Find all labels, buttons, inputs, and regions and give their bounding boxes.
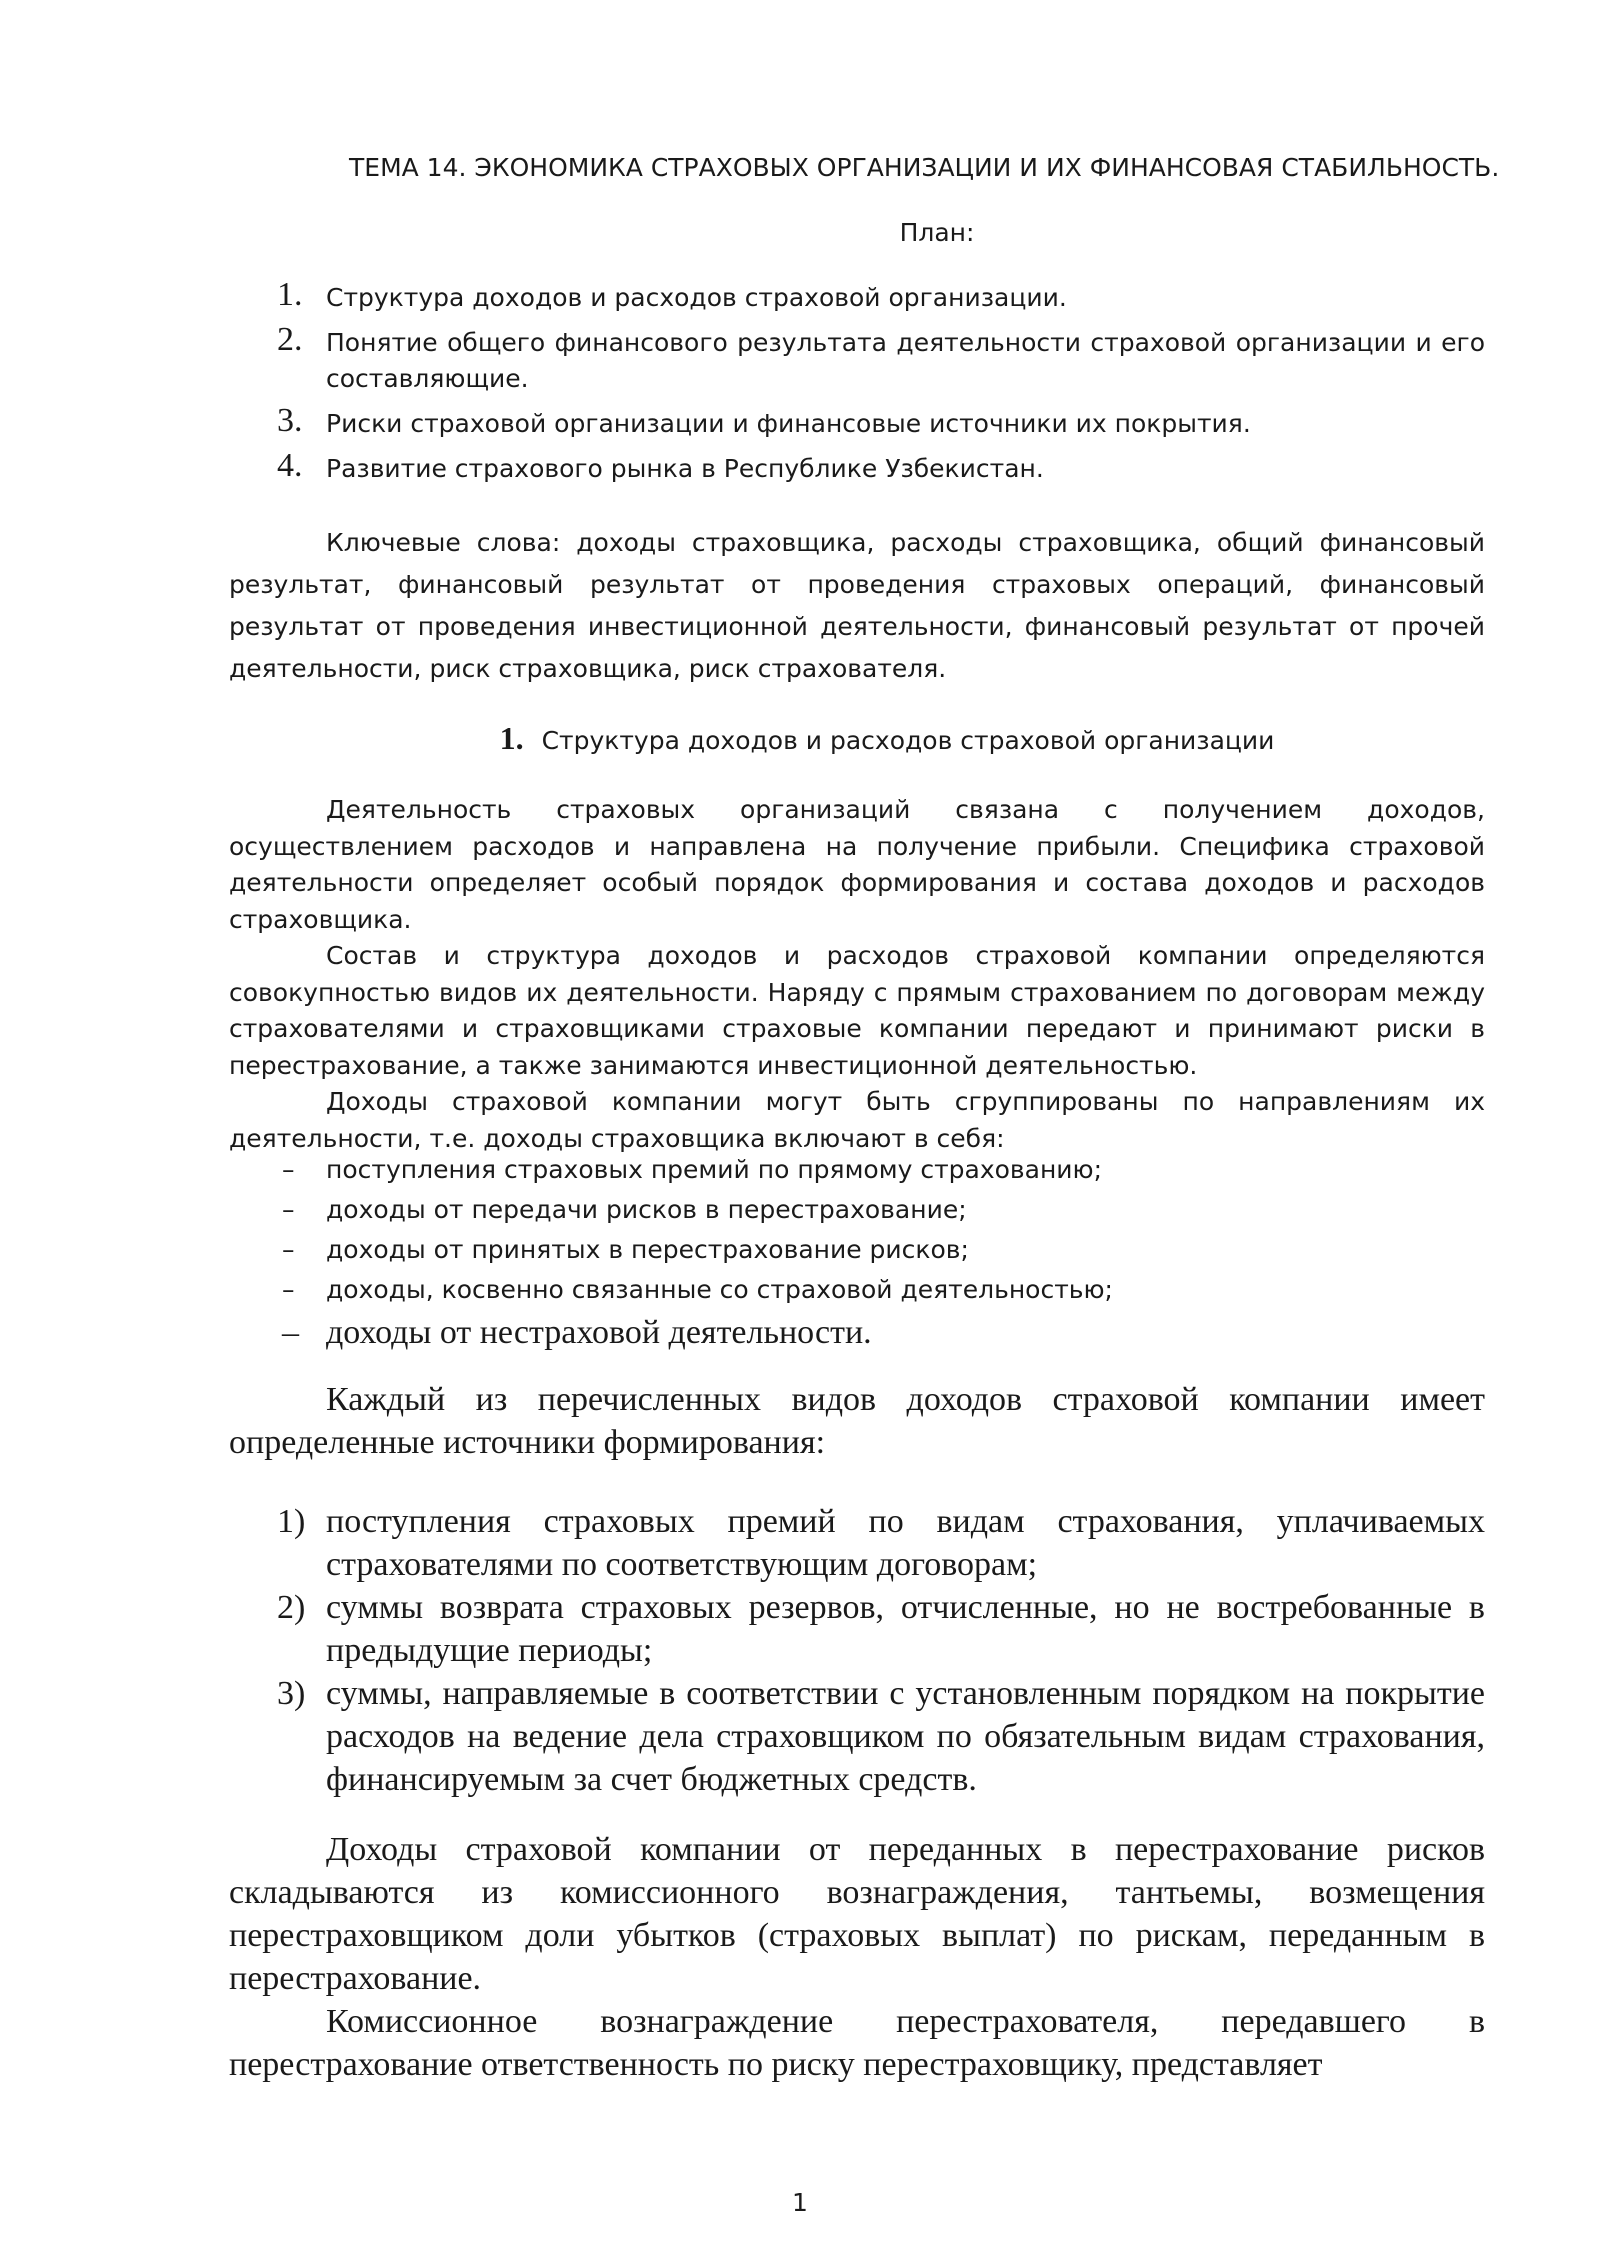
reinsurance-section	[229, 1828, 1485, 2086]
income-list	[229, 1150, 1485, 1356]
list-item-number: 1)	[277, 1503, 306, 1540]
body-paragraph: Доходы страховой компании от переданных в перестрахование рисков складываются из комиссионного вознаграждения, тантьемы, возмещения перестраховщиком доли убытков (страховых выплат) по рискам, переданным в перестрахование.	[229, 1831, 1485, 1997]
section-number: 1.	[499, 720, 524, 756]
plan-item-number: 3.	[277, 402, 303, 439]
list-item-number: 2)	[277, 1589, 306, 1626]
dash-bullet: –	[282, 1195, 295, 1224]
list-item	[229, 1586, 1485, 1672]
dash-bullet: –	[282, 1155, 295, 1184]
plan-list	[229, 276, 1485, 496]
plan-item	[229, 402, 1485, 442]
list-item-text: поступления страховых премий по прямому страхованию;	[326, 1155, 1103, 1184]
list-item-text: доходы от принятых в перестрахование рисков;	[326, 1235, 969, 1264]
list-item-text: доходы, косвенно связанные со страховой деятельностью;	[326, 1275, 1113, 1304]
list-item-text: суммы, направляемые в соответствии с установленным порядком на покрытие расходов на ведение дела страховщиком по обязательным видам страхования, финансируемым за счет бюджетных средств.	[326, 1675, 1485, 1798]
plan-item-text: Понятие общего финансового результата деятельности страховой организации и его составляющие.	[326, 328, 1485, 393]
plan-item-text: Развитие страхового рынка в Республике Узбекистан.	[326, 454, 1044, 483]
body-paragraph: Деятельность страховых организаций связана с получением доходов, осуществлением расходов и направлена на получение прибыли. Специфика страховой деятельности определяет особый порядок формирования и состава доходов и расходов страховщика.	[229, 795, 1485, 934]
plan-item	[229, 321, 1485, 397]
plan-item-text: Риски страховой организации и финансовые источники их покрытия.	[326, 409, 1251, 438]
sources-intro-paragraph: Каждый из перечисленных видов доходов страховой компании имеет определенные источники формирования:	[229, 1381, 1485, 1461]
body-paragraph: Комиссионное вознаграждение перестрахователя, передавшего в перестрахование ответственность по риску перестраховщику, представляет	[229, 2003, 1485, 2083]
list-item	[229, 1500, 1485, 1586]
body-paragraph: Доходы страховой компании могут быть сгруппированы по направлениям их деятельности, т.е. доходы страховщика включают в себя:	[229, 1087, 1485, 1153]
list-item	[229, 1310, 1485, 1356]
list-item	[229, 1230, 1485, 1270]
list-item	[229, 1672, 1485, 1801]
list-item-text: доходы от нестраховой деятельности.	[326, 1314, 872, 1351]
list-item	[229, 1150, 1485, 1190]
plan-item-number: 2.	[277, 321, 303, 358]
plan-item	[229, 276, 1485, 316]
dash-bullet: –	[282, 1314, 299, 1351]
list-item-text: поступления страховых премий по видам страхования, уплачиваемых страхователями по соответствующим договорам;	[326, 1503, 1485, 1583]
section-heading	[229, 720, 1485, 757]
list-item-text: суммы возврата страховых резервов, отчисленные, но не востребованные в предыдущие периоды;	[326, 1589, 1485, 1669]
dash-bullet: –	[282, 1275, 295, 1304]
list-item-text: доходы от передачи рисков в перестрахование;	[326, 1195, 967, 1224]
list-item	[229, 1190, 1485, 1230]
plan-item	[229, 447, 1485, 487]
body-paragraph: Состав и структура доходов и расходов страховой компании определяются совокупностью видов их деятельности. Наряду с прямым страхованием по договорам между страхователями и страховщиками страховые компании передают и принимают риски в перестрахование, а также занимаются инвестиционной деятельностью.	[229, 941, 1485, 1080]
plan-heading: План:	[899, 218, 975, 247]
sources-list	[229, 1500, 1485, 1801]
page-number: 1	[792, 2188, 808, 2217]
list-item-number: 3)	[277, 1675, 306, 1712]
section-title: Структура доходов и расходов страховой организации	[541, 726, 1275, 755]
plan-item-number: 4.	[277, 447, 303, 484]
plan-item-number: 1.	[277, 276, 303, 313]
list-item	[229, 1270, 1485, 1310]
plan-item-text: Структура доходов и расходов страховой организации.	[326, 283, 1067, 312]
dash-bullet: –	[282, 1235, 295, 1264]
section-body	[229, 792, 1485, 1157]
keywords-paragraph: Ключевые слова: доходы страховщика, расходы страховщика, общий финансовый результат, финансовый результат от проведения страховых операций, финансовый результат от проведения инвестиционной деятельности, финансовый результат от прочей деятельности, риск страховщика, риск страхователя.	[229, 528, 1485, 683]
page-title: ТЕМА 14. ЭКОНОМИКА СТРАХОВЫХ ОРГАНИЗАЦИИ И ИХ ФИНАНСОВАЯ СТАБИЛЬНОСТЬ.	[349, 153, 1500, 182]
